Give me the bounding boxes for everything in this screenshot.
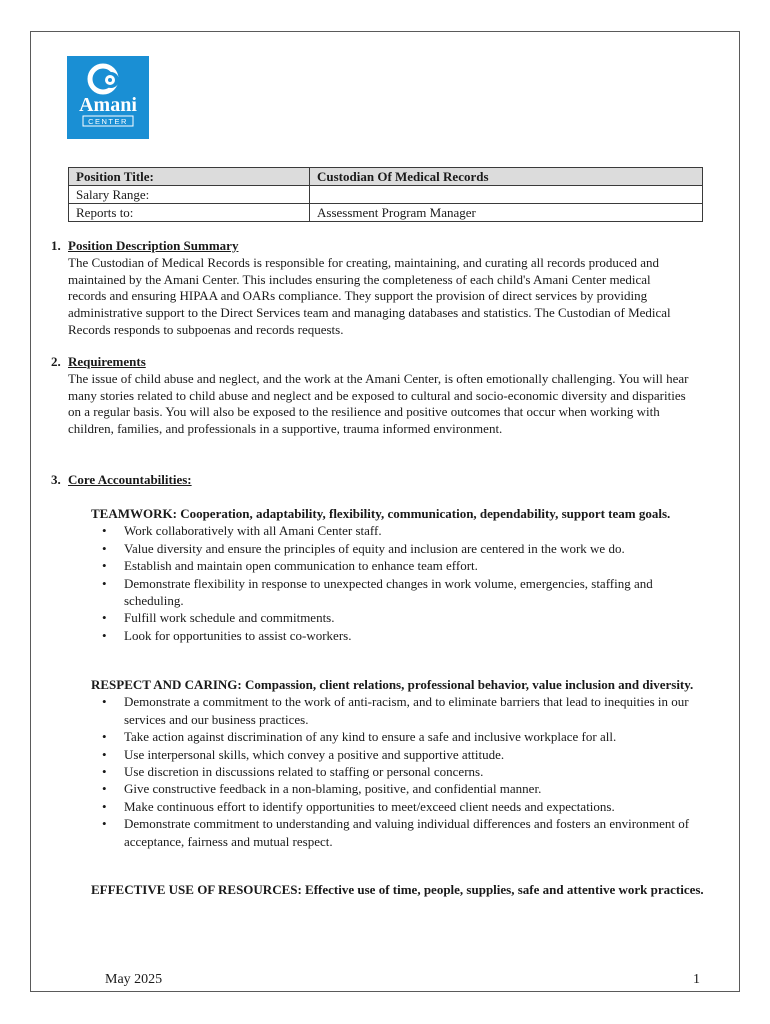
list-item: • Make continuous effort to identify opportunities to meet/exceed client needs and expectations.	[91, 798, 706, 815]
table-cell-label: Position Title:	[69, 168, 310, 186]
group-effective-use-of-resources	[91, 881, 706, 898]
table-cell-label: Reports to:	[69, 204, 310, 222]
list-item: • Fulfill work schedule and commitments.	[91, 609, 706, 626]
list-item: • Establish and maintain open communication to enhance team effort.	[91, 557, 706, 574]
logo-brand-text: Amani	[79, 94, 137, 116]
section-heading: Core Accountabilities:	[68, 472, 192, 487]
bullet-list	[91, 522, 706, 644]
section-body: The Custodian of Medical Records is responsible for creating, maintaining, and curating all records produced and maintained by the Amani Center. This includes ensuring the completeness of each child's Amani Center medical records and ensuring HIPAA and OARs compliance. They support the provision of direct services by providing administrative support to the Direct Services team and managing databases and statistics. The Custodian of Medical Records responds to subpoenas and records requests.	[68, 254, 671, 337]
table-row	[69, 168, 703, 186]
list-item: • Value diversity and ensure the principles of equity and inclusion are centered in the work we do.	[91, 540, 706, 557]
table-cell-value: Assessment Program Manager	[310, 204, 703, 222]
list-item: • Look for opportunities to assist co-workers.	[91, 627, 706, 644]
group-heading: RESPECT AND CARING: Compassion, client relations, professional behavior, value inclusion and diversity.	[91, 677, 694, 692]
table-cell-label: Salary Range:	[69, 186, 310, 204]
section-heading: Requirements	[68, 354, 146, 369]
section-body: The issue of child abuse and neglect, and the work at the Amani Center, is often emotionally challenging. You will hear many stories related to child abuse and neglect and be exposed to cultural and socio-economic diversity and disparities on a regular basis. You will also be exposed to the resilience and positive outcomes that occur when working with children, families, and professionals in a supportive, trauma informed environment.	[68, 370, 689, 437]
table-cell-value: Custodian Of Medical Records	[310, 168, 703, 186]
list-item: • Demonstrate commitment to understanding and valuing individual differences and fosters an environment of acceptance, fairness and mutual respect.	[91, 815, 706, 850]
bullet-list	[91, 693, 706, 850]
list-item: • Demonstrate flexibility in response to unexpected changes in work volume, emergencies, staffing and scheduling.	[91, 575, 706, 610]
section-heading: Position Description Summary	[68, 238, 239, 253]
list-item: • Use discretion in discussions related to staffing or personal concerns.	[91, 763, 706, 780]
section-core-accountabilities	[51, 472, 691, 489]
group-heading: TEAMWORK: Cooperation, adaptability, flexibility, communication, dependability, support team goals.	[91, 506, 671, 521]
position-info-table	[68, 167, 703, 222]
section-position-summary	[51, 238, 691, 339]
table-row	[69, 204, 703, 222]
page-number: 1	[693, 972, 700, 987]
list-item: • Give constructive feedback in a non-blaming, positive, and confidential manner.	[91, 780, 706, 797]
logo-sub-text: CENTER	[88, 117, 128, 126]
list-item: • Take action against discrimination of any kind to ensure a safe and inclusive workplace for all.	[91, 728, 706, 745]
group-respect-and-caring	[91, 676, 706, 850]
list-item: • Use interpersonal skills, which convey a positive and supportive attitude.	[91, 746, 706, 763]
table-row	[69, 186, 703, 204]
section-number: 2.	[51, 354, 61, 369]
list-item: • Demonstrate a commitment to the work of anti-racism, and to eliminate barriers that lead to inequities in our services and our business practices.	[91, 693, 706, 728]
table-cell-value	[310, 186, 703, 204]
list-item: • Work collaboratively with all Amani Center staff.	[91, 522, 706, 539]
group-heading: EFFECTIVE USE OF RESOURCES: Effective use of time, people, supplies, safe and attentive work practices.	[91, 882, 704, 897]
logo-emblem-icon	[67, 56, 149, 139]
section-number: 3.	[51, 472, 61, 487]
footer-date: May 2025	[105, 972, 163, 987]
section-requirements	[51, 354, 691, 438]
amani-center-logo	[67, 56, 149, 139]
group-teamwork	[91, 505, 706, 644]
section-number: 1.	[51, 238, 61, 253]
